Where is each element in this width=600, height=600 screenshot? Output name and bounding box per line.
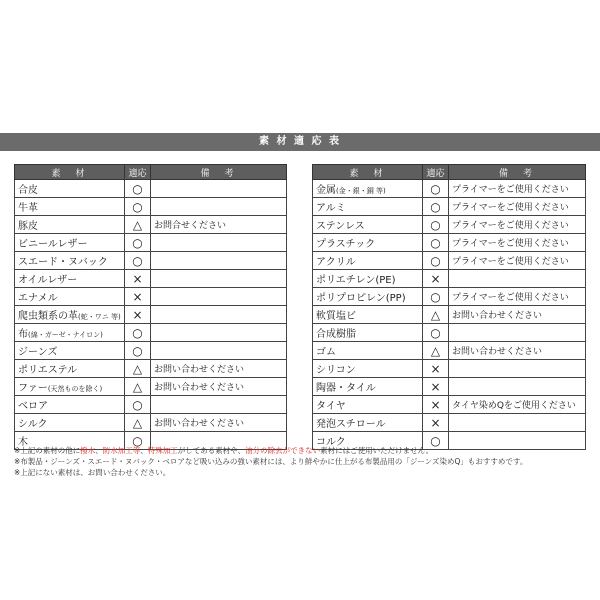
footnote-2: ※布製品・ジーンズ・スエード・ヌバック・ベロアなど吸い込みの強い素材には、より鮮やかに仕上がる布製品用の「ジーンズ染めQ」もおすすめです。 [14, 457, 528, 466]
remark: お問い合わせください [151, 360, 287, 378]
remark [151, 288, 287, 306]
remark [449, 360, 586, 378]
footnote-3: ※上記にない素材は、お問い合わせください。 [14, 468, 171, 477]
table-row [313, 378, 586, 396]
material-label: 合皮 [18, 185, 38, 196]
suitability-mark: △ [423, 306, 449, 324]
suitability-mark: × [423, 396, 449, 414]
footnote-text: がしてある素材や、 [177, 446, 246, 455]
material-name [313, 378, 423, 396]
material-name [313, 288, 423, 306]
material-name [15, 324, 125, 342]
table-row [15, 288, 287, 306]
material-name [15, 234, 125, 252]
suitability-mark: ○ [125, 180, 151, 198]
material-label: コルク [316, 437, 346, 448]
material-name [15, 396, 125, 414]
suitability-mark: △ [125, 378, 151, 396]
table-row [15, 216, 287, 234]
table-row [313, 306, 586, 324]
suitability-mark: ○ [423, 198, 449, 216]
material-name [313, 414, 423, 432]
remark [151, 324, 287, 342]
remark [151, 306, 287, 324]
header-row [15, 165, 287, 180]
suitability-mark: △ [125, 360, 151, 378]
warning-text: 特殊加工 [147, 446, 178, 455]
remark [151, 342, 287, 360]
suitability-mark: ○ [125, 198, 151, 216]
remark: プライマーをご使用ください [449, 288, 586, 306]
suitability-mark: ○ [125, 324, 151, 342]
remark [151, 396, 287, 414]
material-name [313, 234, 423, 252]
material-label: 爬虫類系の革 [18, 311, 78, 322]
warning-text: 防水加工等 [102, 446, 141, 455]
remark [449, 378, 586, 396]
table-row [15, 270, 287, 288]
table-row [15, 396, 287, 414]
table-row [15, 342, 287, 360]
footnote-text: 素材にはご使用いただけません。 [320, 446, 434, 455]
material-label: シリコン [316, 365, 356, 376]
suitability-mark: ○ [423, 324, 449, 342]
material-name [313, 270, 423, 288]
material-name [15, 414, 125, 432]
table-row [313, 360, 586, 378]
material-label: ゴム [316, 347, 336, 358]
material-label: ジーンズ [18, 347, 58, 358]
suitability-mark: △ [423, 342, 449, 360]
header-row [313, 165, 586, 180]
suitability-mark: × [125, 270, 151, 288]
suitability-mark: △ [125, 414, 151, 432]
materials-table-right [312, 164, 586, 450]
table-row [15, 306, 287, 324]
suitability-mark: ○ [423, 252, 449, 270]
material-name [15, 270, 125, 288]
material-label: 金属 [316, 185, 336, 196]
material-label: ビニールレザー [18, 239, 88, 250]
suitability-mark: ○ [125, 252, 151, 270]
suitability-mark: × [423, 270, 449, 288]
material-name [313, 198, 423, 216]
material-label: プラスチック [316, 239, 376, 250]
footnote-1 [14, 445, 589, 456]
material-label: アクリル [316, 257, 356, 268]
material-name [15, 378, 125, 396]
material-header: 素 材 [313, 165, 423, 180]
table-row [15, 360, 287, 378]
material-name [313, 324, 423, 342]
remark [151, 252, 287, 270]
remark: お問合せください [151, 216, 287, 234]
suitability-mark: × [125, 288, 151, 306]
suitability-mark: × [423, 378, 449, 396]
material-label: ステンレス [316, 221, 365, 232]
suitability-mark: ○ [125, 342, 151, 360]
material-name [313, 342, 423, 360]
material-label: 陶器・タイル [316, 383, 376, 394]
material-label: 牛革 [18, 203, 38, 214]
remark [151, 198, 287, 216]
material-label: 発泡スチロール [316, 419, 386, 430]
table-row [15, 414, 287, 432]
remark [151, 234, 287, 252]
remark: プライマーをご使用ください [449, 180, 586, 198]
table-row [313, 342, 586, 360]
footnote-text: 、 [95, 446, 103, 455]
material-detail: (蛇・ワニ 等) [78, 313, 121, 321]
material-label: エナメル [18, 293, 58, 304]
footnote-text: ※上記の素材の他に [14, 446, 81, 455]
material-label: ファー [18, 383, 48, 394]
remark: プライマーをご使用ください [449, 216, 586, 234]
material-label: ポリエチレン(PE) [316, 275, 396, 286]
suitability-mark: ○ [125, 396, 151, 414]
suitability-mark: ○ [423, 432, 449, 450]
material-label: ポリエステル [18, 365, 78, 376]
remark [151, 180, 287, 198]
material-name [313, 396, 423, 414]
remark: お問い合わせください [151, 414, 287, 432]
material-name [15, 342, 125, 360]
table-row [15, 324, 287, 342]
remark [449, 414, 586, 432]
table-row [313, 396, 586, 414]
table-row [313, 198, 586, 216]
table-row [313, 252, 586, 270]
material-label: ポリプロピレン(PP) [316, 293, 406, 304]
suitability-mark: ○ [125, 432, 151, 450]
material-header: 素 材 [15, 165, 125, 180]
material-name [313, 216, 423, 234]
material-label: ベロア [18, 401, 48, 412]
material-name [15, 252, 125, 270]
table-title: 素 材 適 応 表 [0, 133, 600, 151]
material-detail: (綿・ガーゼ・ナイロン) [28, 331, 103, 339]
material-name [15, 360, 125, 378]
table-row [15, 252, 287, 270]
suitability-mark: ○ [423, 180, 449, 198]
suitability-mark: ○ [125, 234, 151, 252]
note-header: 備 考 [151, 165, 287, 180]
remark: お問い合わせください [151, 378, 287, 396]
table-row [313, 288, 586, 306]
suitability-mark: × [423, 360, 449, 378]
material-label: オイルレザー [18, 275, 78, 286]
table-row [313, 324, 586, 342]
footnote-text: 、 [140, 446, 148, 455]
material-label: アルミ [316, 203, 346, 214]
suitability-mark: ○ [423, 288, 449, 306]
table-row [15, 378, 287, 396]
suitability-mark: ○ [423, 234, 449, 252]
remark: お問い合わせください [449, 306, 586, 324]
fit-header: 適応 [423, 165, 449, 180]
material-label: 軟質塩ビ [316, 311, 356, 322]
table-row [313, 216, 586, 234]
remark [151, 270, 287, 288]
material-name [313, 306, 423, 324]
material-name [313, 180, 423, 198]
suitability-mark: ○ [423, 216, 449, 234]
fit-header: 適応 [125, 165, 151, 180]
table-row [313, 414, 586, 432]
material-name [15, 216, 125, 234]
material-label: タイヤ [316, 401, 346, 412]
material-label: 木 [18, 437, 28, 448]
remark: プライマーをご使用ください [449, 198, 586, 216]
table-row [15, 198, 287, 216]
material-label: スエード・ヌバック [18, 257, 108, 268]
table-row [313, 234, 586, 252]
footnotes [14, 445, 589, 478]
table-row [15, 180, 287, 198]
material-name [15, 306, 125, 324]
materials-table-left [14, 164, 287, 450]
remark: プライマーをご使用ください [449, 234, 586, 252]
material-label: 合成樹脂 [316, 329, 356, 340]
remark [449, 324, 586, 342]
table-row [313, 180, 586, 198]
material-name [15, 288, 125, 306]
material-name [313, 252, 423, 270]
table-row [15, 234, 287, 252]
suitability-mark: △ [125, 216, 151, 234]
material-name [15, 198, 125, 216]
remark [449, 270, 586, 288]
remark: プライマーをご使用ください [449, 252, 586, 270]
material-label: シルク [18, 419, 48, 430]
material-detail: (天然ものを除く) [47, 385, 103, 393]
suitability-mark: × [125, 306, 151, 324]
table-row [313, 270, 586, 288]
remark: お問い合わせください [449, 342, 586, 360]
note-header: 備 考 [449, 165, 586, 180]
material-name [15, 180, 125, 198]
suitability-mark: × [423, 414, 449, 432]
warning-text: 撥水 [80, 446, 96, 455]
warning-text: 油分の除去ができない [245, 446, 321, 455]
material-label: 布 [18, 329, 28, 340]
material-detail: (金・銀・銅 等) [336, 187, 386, 195]
remark: タイヤ染めQをご使用ください [449, 396, 586, 414]
material-name [313, 360, 423, 378]
material-label: 豚皮 [18, 221, 38, 232]
